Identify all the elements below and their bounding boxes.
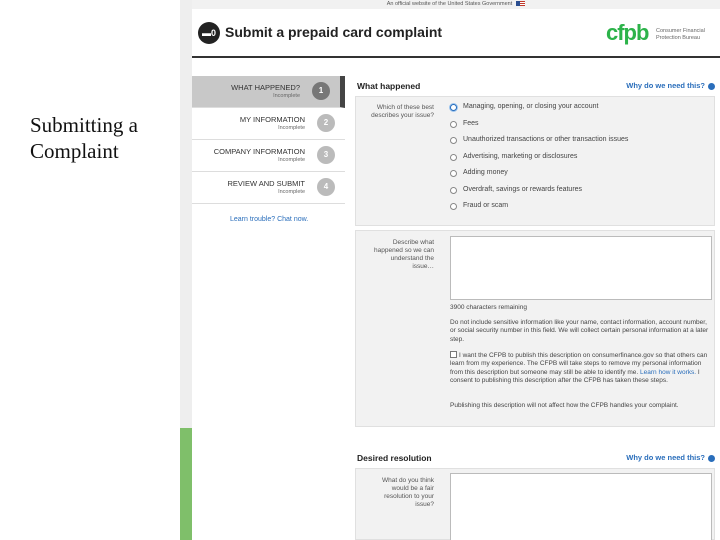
step-label: COMPANY INFORMATION bbox=[213, 147, 305, 156]
step-label: MY INFORMATION bbox=[239, 115, 305, 124]
step-label: REVIEW AND SUBMIT bbox=[227, 179, 305, 188]
page-title: Submit a prepaid card complaint bbox=[225, 24, 443, 40]
issue-option[interactable]: Adding money bbox=[450, 167, 710, 184]
issue-option[interactable]: Fraud or scam bbox=[450, 200, 710, 217]
issue-option[interactable]: Unauthorized transactions or other transaction issues bbox=[450, 134, 710, 151]
issue-option[interactable]: Overdraft, savings or rewards features bbox=[450, 184, 710, 201]
progress-steps bbox=[192, 76, 345, 204]
issue-options bbox=[450, 101, 710, 217]
step-review-and-submit[interactable] bbox=[192, 172, 345, 204]
radio-button[interactable] bbox=[450, 203, 457, 210]
screenshot bbox=[180, 0, 720, 540]
privacy-note: Do not include sensitive information like your name, contact information, account number, or social security number in this field. We will collect certain personal information at a later step. bbox=[450, 319, 709, 343]
chars-remaining: 3900 characters remaining bbox=[450, 304, 527, 311]
step-number: 1 bbox=[312, 82, 330, 100]
step-status: Incomplete bbox=[273, 93, 300, 99]
publish-note: Publishing this description will not affect how the CFPB handles your complaint. bbox=[450, 402, 679, 409]
what-happened-header bbox=[355, 78, 715, 94]
step-status: Incomplete bbox=[278, 125, 305, 131]
chat-help-link[interactable]: Learn trouble? Chat now. bbox=[230, 216, 309, 223]
desired-resolution-header bbox=[355, 450, 715, 466]
issue-question: Which of these best describes your issue? bbox=[371, 104, 434, 119]
section-title: Desired resolution bbox=[357, 453, 432, 463]
step-label: WHAT HAPPENED? bbox=[231, 83, 300, 92]
description-textarea[interactable] bbox=[450, 236, 712, 300]
issue-option[interactable]: Advertising, marketing or disclosures bbox=[450, 151, 710, 168]
page-header bbox=[192, 14, 720, 58]
resolution-question: What do you think would be a fair resolution to your issue? bbox=[381, 477, 434, 508]
step-status: Incomplete bbox=[278, 157, 305, 163]
section-title: What happened bbox=[357, 81, 421, 91]
radio-button[interactable] bbox=[450, 104, 457, 111]
description-panel bbox=[355, 230, 715, 427]
issue-option[interactable]: Managing, opening, or closing your account bbox=[450, 101, 710, 118]
consent-text: I want the CFPB to publish this description on consumerfinance.gov so that others can learn from my experience. The CFPB will take steps to remove my personal information from this description but someone may still be able to identify me. bbox=[450, 352, 708, 376]
why-link[interactable]: Why do we need this? bbox=[626, 453, 715, 462]
consent-checkbox[interactable] bbox=[450, 351, 457, 358]
step-number: 4 bbox=[317, 178, 335, 196]
consent-tail: I consent to publishing this description after the CFPB has taken these steps. bbox=[450, 368, 700, 384]
prepaid-card-icon: ▬0 bbox=[198, 22, 220, 44]
left-margin-strip bbox=[180, 0, 192, 540]
radio-button[interactable] bbox=[450, 187, 457, 194]
step-number: 2 bbox=[317, 114, 335, 132]
radio-button[interactable] bbox=[450, 121, 457, 128]
step-company-information[interactable] bbox=[192, 140, 345, 172]
radio-button[interactable] bbox=[450, 154, 457, 161]
step-my-information[interactable] bbox=[192, 108, 345, 140]
learn-how-link[interactable]: Learn how it works. bbox=[640, 368, 697, 376]
cfpb-logo-subtitle: Consumer Financial Protection Bureau bbox=[656, 28, 705, 41]
slide-title: Submitting a Complaint bbox=[30, 113, 138, 163]
issue-option[interactable]: Fees bbox=[450, 118, 710, 135]
consent-block bbox=[450, 351, 712, 385]
gov-banner-text: An official website of the United States Government bbox=[386, 1, 513, 7]
step-number: 3 bbox=[317, 146, 335, 164]
cfpb-logo[interactable] bbox=[606, 20, 716, 48]
issue-panel bbox=[355, 96, 715, 226]
why-link[interactable]: Why do we need this? bbox=[626, 81, 715, 90]
gov-banner bbox=[192, 0, 720, 9]
radio-button[interactable] bbox=[450, 137, 457, 144]
us-flag-icon bbox=[516, 1, 525, 6]
resolution-textarea[interactable] bbox=[450, 473, 712, 540]
cfpb-logo-mark: cfpb bbox=[606, 20, 649, 45]
radio-button[interactable] bbox=[450, 170, 457, 177]
green-accent bbox=[180, 428, 192, 540]
resolution-panel bbox=[355, 468, 715, 540]
step-what-happened[interactable] bbox=[192, 76, 345, 108]
step-status: Incomplete bbox=[278, 189, 305, 195]
describe-label: Describe what happened so we can understand the issue… bbox=[374, 239, 434, 270]
